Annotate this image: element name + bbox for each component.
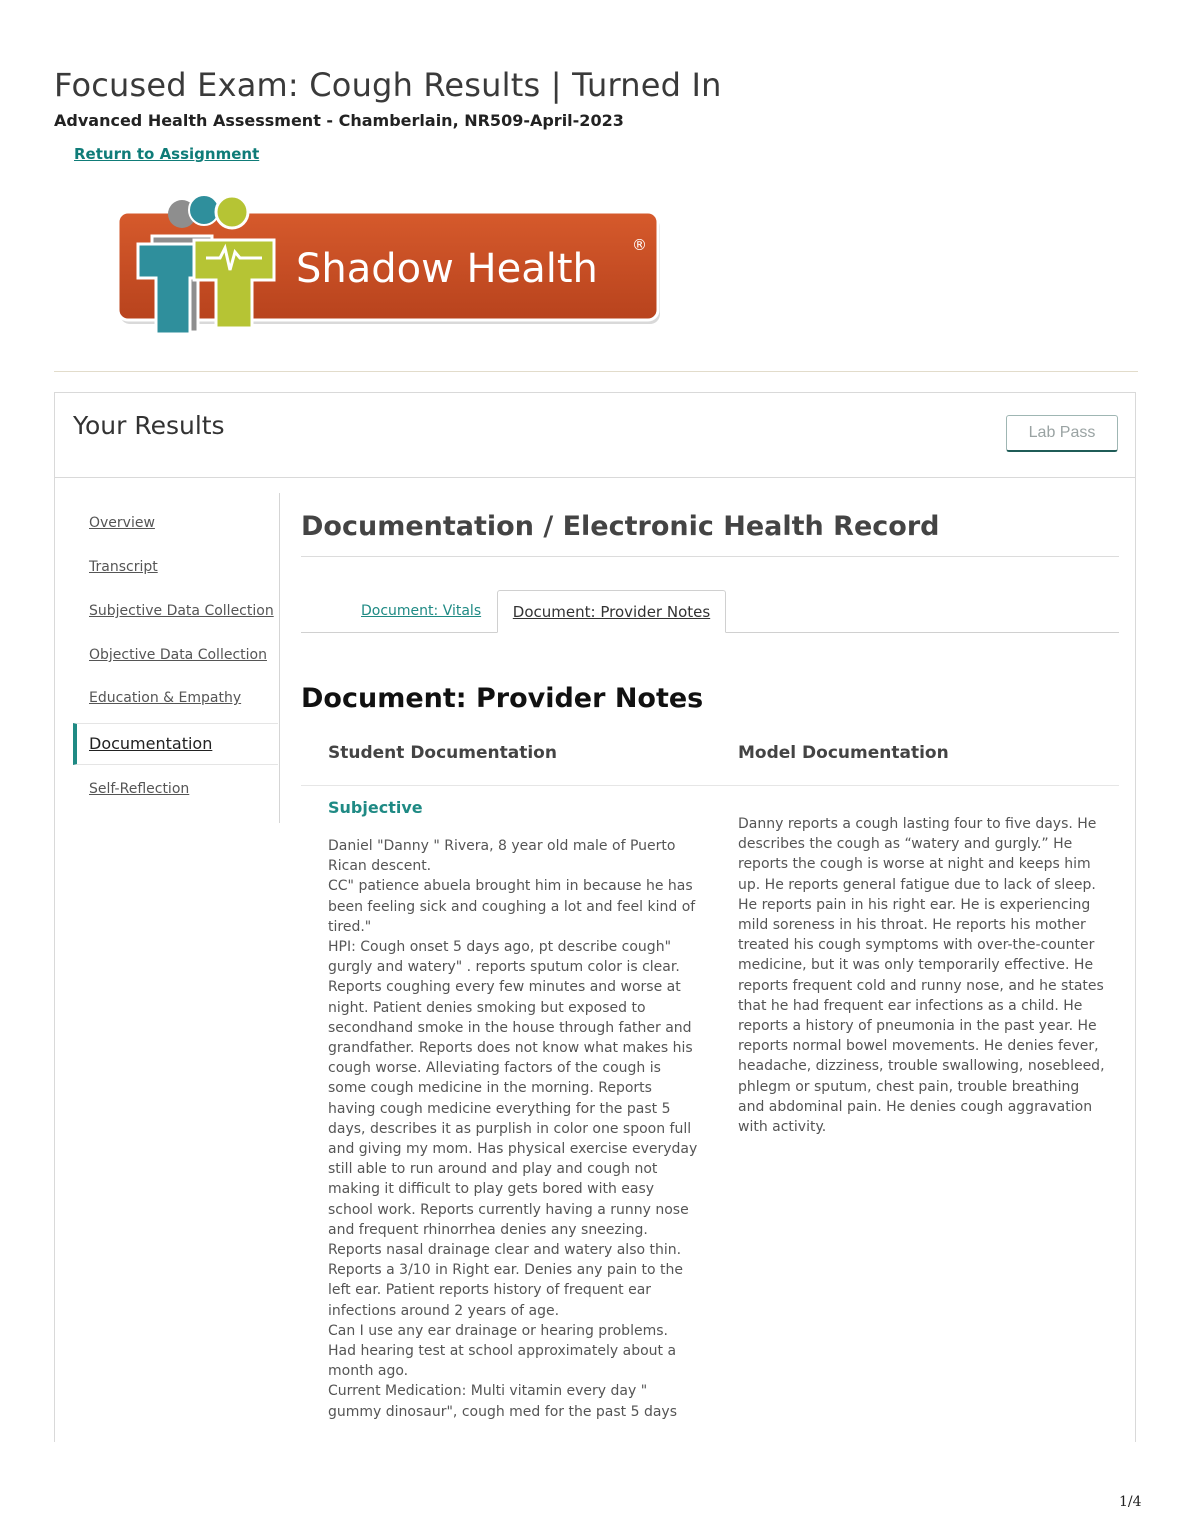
results-title: Your Results bbox=[73, 411, 225, 440]
student-documentation-heading: Student Documentation bbox=[328, 743, 557, 763]
model-documentation-heading: Model Documentation bbox=[738, 743, 949, 763]
page-number: 1/4 bbox=[1119, 1494, 1142, 1510]
lab-pass-button[interactable]: Lab Pass bbox=[1006, 415, 1118, 452]
page-title: Focused Exam: Cough Results | Turned In bbox=[54, 66, 722, 104]
results-header bbox=[55, 393, 1135, 478]
tab-document-vitals[interactable]: Document: Vitals bbox=[361, 603, 482, 619]
sidebar-item-objective[interactable]: Objective Data Collection bbox=[89, 647, 267, 663]
return-to-assignment-link[interactable]: Return to Assignment bbox=[74, 145, 260, 163]
document-heading: Document: Provider Notes bbox=[301, 683, 704, 714]
student-documentation-text: Daniel "Danny " Rivera, 8 year old male of Puerto Rican descent. CC" patience abuela brought him in because he has been feeling sick and coughing a lot and feel kind of tired." HPI: Cough onset 5 days ago, pt describe cough" gurgly and watery" . reports sputum color is clear. Reports coughing every few minutes and worse at night. Patient denies smoking but exposed to secondhand smoke in the house through father and grandfather. Reports does not know what makes his cough worse. Alleviating factors of the cough is some cough medicine in the morning. Reports having cough medicine everything for the past 5 days, describes it as purplish in color one spoon full and giving my mom. Has physical exercise everyday still able to run around and play and cough not making it difficult to play gets bored with easy school work. Reports currently having a runny nose and frequent rhinorrhea denies any sneezing. Reports nasal drainage clear and watery also thin. Reports a 3/10 in Right ear. Denies any pain to the left ear. Patient reports history of frequent ear infections around 2 years of age. Can I use any ear drainage or hearing problems. Had hearing test at school approximately about a month ago. Current Medication: Multi vitamin every day " gummy dinosaur", cough med for the past 5 days bbox=[328, 838, 698, 1420]
sidebar-item-label: Documentation bbox=[89, 734, 213, 753]
tab-document-provider-notes[interactable]: Document: Provider Notes bbox=[497, 590, 726, 633]
sidebar-item-transcript[interactable]: Transcript bbox=[89, 559, 158, 575]
results-sidebar bbox=[73, 493, 280, 823]
results-panel bbox=[54, 392, 1136, 1442]
registered-mark: ® bbox=[632, 236, 647, 254]
section-title: Documentation / Electronic Health Record bbox=[301, 511, 940, 542]
header-divider bbox=[54, 371, 1138, 372]
sidebar-item-self-reflection[interactable]: Self-Reflection bbox=[89, 781, 190, 797]
logo-text: Shadow Health bbox=[296, 246, 598, 292]
sidebar-item-education[interactable]: Education & Empathy bbox=[89, 690, 242, 706]
sidebar-item-overview[interactable]: Overview bbox=[89, 515, 155, 531]
course-subtitle: Advanced Health Assessment - Chamberlain, NR509-April-2023 bbox=[54, 111, 624, 130]
sidebar-item-subjective[interactable]: Subjective Data Collection bbox=[89, 603, 274, 619]
model-documentation-text: Danny reports a cough lasting four to five days. He describes the cough as “watery and gurgly.” He reports the cough is worse at night and keeps him up. He reports general fatigue due to lack of sleep. He reports pain in his right ear. He is experiencing mild soreness in his throat. He reports his mother treated his cough symptoms with over-the-counter medicine, but it was only temporarily effective. He reports frequent cold and runny nose, and he states that he had frequent ear infections as a child. He reports a history of pneumonia in the past year. He reports normal bowel movements. He denies fever, headache, dizziness, trouble swallowing, nosebleed, phlegm or sputum, chest pain, trouble breathing and abdominal pain. He denies cough aggravation with activity. bbox=[738, 816, 1105, 1136]
section-divider bbox=[301, 556, 1119, 557]
subjective-label: Subjective bbox=[328, 798, 423, 817]
shadow-health-logo bbox=[112, 192, 668, 340]
sidebar-item-documentation[interactable] bbox=[73, 723, 278, 765]
column-header-divider bbox=[301, 785, 1119, 786]
